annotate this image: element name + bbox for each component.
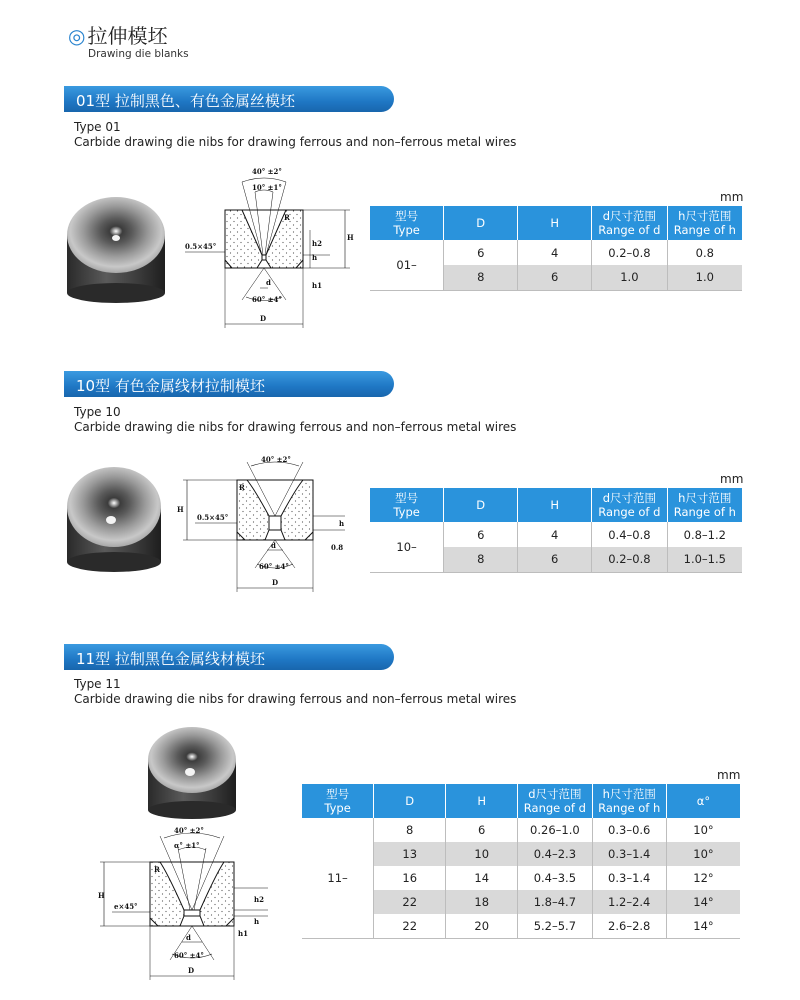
label-d-01: d xyxy=(266,278,271,287)
col-header-range-h: h尺寸范围 Range of h xyxy=(592,784,666,818)
label-bottom-angle-10: 60° ±4° xyxy=(259,562,289,571)
spec-table-01 xyxy=(370,206,742,291)
die-nib-photo-01 xyxy=(62,190,172,305)
cell: 22 xyxy=(374,914,446,938)
cell: 5.2–5.7 xyxy=(518,914,592,938)
cell: 0.4–3.5 xyxy=(518,866,592,890)
cell: 0.3–1.4 xyxy=(592,842,666,866)
col-header-type: 型号 Type xyxy=(302,784,374,818)
label-bottom-angle-11: 60° ±4° xyxy=(174,951,204,960)
label-d-10: d xyxy=(271,541,276,550)
cell: 13 xyxy=(374,842,446,866)
label-h2-01: h2 xyxy=(312,239,322,248)
label-radius-10: R xyxy=(239,483,245,492)
section-title-11: 11型 拉制黑色金属线材模坯 xyxy=(76,650,265,668)
type-label-01: Type 01 xyxy=(74,120,121,134)
die-nib-photo-11 xyxy=(145,722,240,822)
cell: 6 xyxy=(518,265,592,290)
cell: 10° xyxy=(666,842,740,866)
label-radius-11: R xyxy=(154,865,160,874)
cell: 1.0–1.5 xyxy=(667,547,742,572)
label-H-10: H xyxy=(177,505,184,514)
cell: 8 xyxy=(444,547,518,572)
col-header-D: D xyxy=(444,206,518,240)
unit-label-01: mm xyxy=(720,190,744,204)
type-desc-10: Carbide drawing die nibs for drawing ferrous and non–ferrous metal wires xyxy=(74,420,517,434)
cell: 8 xyxy=(444,265,518,290)
cell: 6 xyxy=(444,240,518,265)
section-bar-10 xyxy=(64,371,394,397)
label-inner-angle-11: α° ±1° xyxy=(174,841,200,850)
technical-diagram-10 xyxy=(175,450,360,595)
type-label-10: Type 10 xyxy=(74,405,121,419)
cell: 0.8–1.2 xyxy=(667,522,742,547)
cell: 0.4–0.8 xyxy=(592,522,667,547)
section-title-10: 10型 有色金属线材拉制模坯 xyxy=(76,377,265,395)
label-h2-11: h2 xyxy=(254,895,264,904)
cell: 1.8–4.7 xyxy=(518,890,592,914)
technical-diagram-11 xyxy=(98,822,298,982)
col-header-H: H xyxy=(446,784,518,818)
label-h1-01: h1 xyxy=(312,281,322,290)
section-title-01: 01型 拉制黑色、有色金属丝模坯 xyxy=(76,92,295,110)
cell: 14 xyxy=(446,866,518,890)
ring-icon: ◎ xyxy=(68,24,86,48)
label-chamfer-01: 0.5×45° xyxy=(185,242,217,251)
cell: 14° xyxy=(666,914,740,938)
col-header-type: 型号 Type xyxy=(370,206,444,240)
spec-table-11 xyxy=(302,784,740,939)
col-header-range-d: d尺寸范围 Range of d xyxy=(518,784,592,818)
col-header-range-d: d尺寸范围 Range of d xyxy=(592,488,667,522)
unit-label-11: mm xyxy=(717,768,741,782)
cell: 8 xyxy=(374,818,446,842)
label-D-10: D xyxy=(272,578,279,587)
label-bottom-angle-01: 60° ±4° xyxy=(252,295,282,304)
table-row xyxy=(370,522,742,547)
cell: 0.8 xyxy=(667,240,742,265)
model-cell: 11– xyxy=(302,818,374,938)
label-chamfer-10: 0.5×45° xyxy=(197,513,229,522)
table-row xyxy=(302,818,740,842)
page-title-text: 拉伸模坯 xyxy=(87,24,168,48)
label-chamfer-11: e×45° xyxy=(114,902,138,911)
label-outer-angle-01: 40° ±2° xyxy=(252,167,282,176)
label-outer-angle-11: 40° ±2° xyxy=(174,826,204,835)
section-bar-01 xyxy=(64,86,394,112)
cell: 2.6–2.8 xyxy=(592,914,666,938)
technical-diagram-01 xyxy=(180,160,360,330)
die-nib-photo-10 xyxy=(64,462,164,574)
cell: 18 xyxy=(446,890,518,914)
type-label-11: Type 11 xyxy=(74,677,121,691)
cell: 6 xyxy=(444,522,518,547)
col-header-alpha: α° xyxy=(666,784,740,818)
cell: 0.26–1.0 xyxy=(518,818,592,842)
label-outer-angle-10: 40° ±2° xyxy=(261,455,291,464)
cell: 12° xyxy=(666,866,740,890)
label-H-01: H xyxy=(347,233,354,242)
spec-table-10 xyxy=(370,488,742,573)
model-cell: 10– xyxy=(370,522,444,572)
cell: 6 xyxy=(446,818,518,842)
label-h1-11: h1 xyxy=(238,929,248,938)
type-desc-01: Carbide drawing die nibs for drawing ferrous and non–ferrous metal wires xyxy=(74,135,517,149)
cell: 16 xyxy=(374,866,446,890)
col-header-range-h: h尺寸范围 Range of h xyxy=(667,488,742,522)
cell: 20 xyxy=(446,914,518,938)
cell: 10 xyxy=(446,842,518,866)
label-d-11: d xyxy=(186,933,191,942)
cell: 0.3–0.6 xyxy=(592,818,666,842)
label-inner-angle-01: 10° ±1° xyxy=(252,183,282,192)
cell: 4 xyxy=(518,522,592,547)
table-row xyxy=(370,240,742,265)
col-header-range-d: d尺寸范围 Range of d xyxy=(592,206,667,240)
page-subtitle: Drawing die blanks xyxy=(88,48,189,60)
col-header-H: H xyxy=(518,206,592,240)
page-title xyxy=(68,20,167,49)
cell: 1.2–2.4 xyxy=(592,890,666,914)
col-header-D: D xyxy=(444,488,518,522)
label-h-01: h xyxy=(312,253,318,262)
cell: 0.4–2.3 xyxy=(518,842,592,866)
cell: 22 xyxy=(374,890,446,914)
col-header-H: H xyxy=(518,488,592,522)
cell: 4 xyxy=(518,240,592,265)
label-H-11: H xyxy=(98,891,105,900)
model-cell: 01– xyxy=(370,240,444,290)
label-D-11: D xyxy=(188,966,195,975)
label-h-10: h xyxy=(339,519,345,528)
type-desc-11: Carbide drawing die nibs for drawing ferrous and non–ferrous metal wires xyxy=(74,692,517,706)
col-header-type: 型号 Type xyxy=(370,488,444,522)
cell: 1.0 xyxy=(667,265,742,290)
label-h-11: h xyxy=(254,917,260,926)
label-D-01: D xyxy=(260,314,267,323)
cell: 14° xyxy=(666,890,740,914)
cell: 0.3–1.4 xyxy=(592,866,666,890)
section-bar-11 xyxy=(64,644,394,670)
col-header-D: D xyxy=(374,784,446,818)
label-radius-01: R xyxy=(284,213,290,222)
cell: 0.2–0.8 xyxy=(592,240,667,265)
cell: 6 xyxy=(518,547,592,572)
cell: 1.0 xyxy=(592,265,667,290)
cell: 0.2–0.8 xyxy=(592,547,667,572)
cell: 10° xyxy=(666,818,740,842)
col-header-range-h: h尺寸范围 Range of h xyxy=(667,206,742,240)
label-h08-10: 0.8 xyxy=(331,543,344,552)
unit-label-10: mm xyxy=(720,472,744,486)
